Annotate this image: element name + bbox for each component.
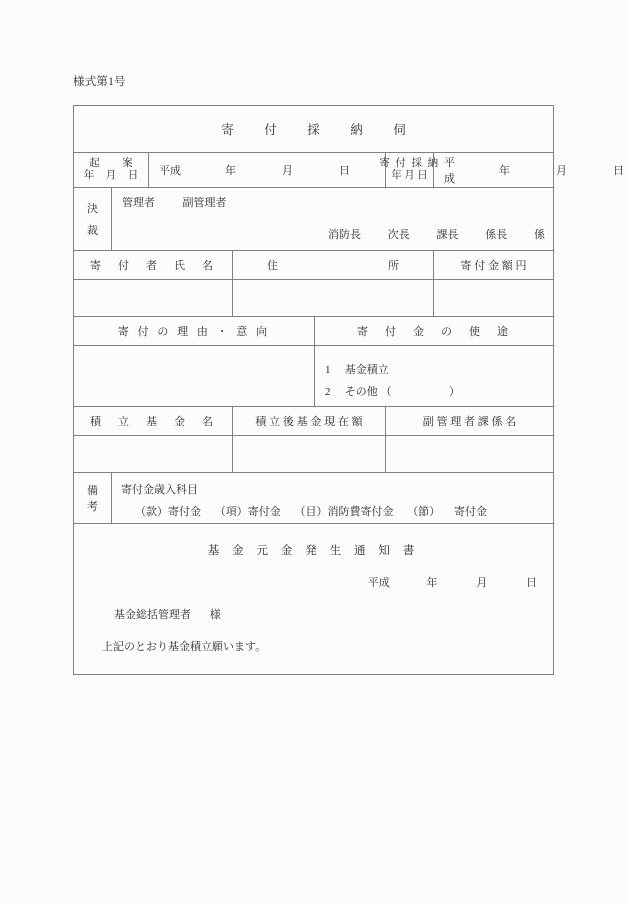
donor-header-row xyxy=(74,251,554,280)
deputy-manager-section-value[interactable] xyxy=(386,436,554,473)
drafting-date-day-unit: 日 xyxy=(339,165,350,177)
acceptance-date-label-cell xyxy=(379,153,440,188)
deputy-manager-section-header: 副 管 理 者 課 係 名 xyxy=(386,407,554,436)
donation-usage-options-cell[interactable] xyxy=(315,346,554,407)
acceptance-label-year: 年 xyxy=(391,170,402,181)
approval-role-section-chief: 課長 xyxy=(436,229,459,241)
notice-date-year-unit: 年 xyxy=(426,577,438,589)
approval-role-deputy-manager: 副管理者 xyxy=(182,197,227,209)
usage-option-1-number: 1 xyxy=(325,363,331,376)
notice-date-month-unit: 月 xyxy=(476,577,488,589)
drafting-date-value-cell[interactable] xyxy=(149,153,386,188)
remarks-line-2 xyxy=(121,502,553,523)
fund-name-value[interactable] xyxy=(74,436,233,473)
notice-row xyxy=(74,524,554,675)
usage-option-2[interactable] xyxy=(325,381,553,403)
notice-date-day-unit: 日 xyxy=(526,577,538,589)
donor-value-row xyxy=(74,280,554,317)
donor-address-header-left: 住 xyxy=(267,260,278,272)
donation-amount-value[interactable] xyxy=(434,280,554,317)
remarks-line-1: 寄付金歳入科目 xyxy=(121,484,198,497)
approval-role-staff: 係 xyxy=(534,229,546,241)
budget-code-moku: （目）消防費寄付金 xyxy=(294,505,394,518)
notice-honorific: 様 xyxy=(209,609,221,621)
donation-amount-header: 寄 付 金 額 円 xyxy=(434,251,554,280)
fund-balance-after-value[interactable] xyxy=(233,436,386,473)
fund-header-row xyxy=(74,407,554,436)
donor-address-header-right: 所 xyxy=(388,260,399,272)
approval-role-deputy-chief: 次長 xyxy=(387,229,410,241)
remarks-row xyxy=(74,473,554,524)
donation-acceptance-form-table xyxy=(73,105,624,675)
acceptance-date-value-cell[interactable] xyxy=(434,153,624,188)
approval-row xyxy=(74,188,554,251)
donation-reason-header: 寄 付 の 理 由 ・ 意 向 xyxy=(74,317,315,346)
usage-option-2-paren-close: ） xyxy=(449,385,460,398)
drafting-label-month: 月 xyxy=(105,170,117,181)
acceptance-date-day-unit: 日 xyxy=(613,165,624,177)
usage-option-2-label: その他 xyxy=(344,385,378,398)
usage-option-2-number: 2 xyxy=(325,385,331,398)
budget-code-setsu-value: 寄付金 xyxy=(454,505,487,518)
fund-balance-after-header: 積 立 後 基 金 現 在 額 xyxy=(233,407,386,436)
drafting-date-month-unit: 月 xyxy=(282,165,293,177)
remarks-label-char-2: 考 xyxy=(87,501,98,513)
remarks-body-cell[interactable] xyxy=(112,473,554,524)
remarks-label-char-1: 備 xyxy=(87,485,98,497)
purpose-value-row xyxy=(74,346,554,407)
approval-role-manager: 管理者 xyxy=(122,197,155,209)
donor-address-value[interactable] xyxy=(233,280,434,317)
donation-usage-header: 寄 付 金 の 使 途 xyxy=(315,317,554,346)
approval-signature-cell[interactable] xyxy=(112,188,554,251)
acceptance-date-era: 平成 xyxy=(444,157,455,185)
notice-date-era: 平成 xyxy=(367,577,390,589)
acceptance-label-month: 月 xyxy=(404,170,415,181)
fund-value-row xyxy=(74,436,554,473)
date-row xyxy=(74,153,554,188)
form-number-label: 様式第1号 xyxy=(73,76,126,88)
title-row xyxy=(74,106,554,153)
donor-name-header: 寄 付 者 氏 名 xyxy=(74,251,233,280)
budget-code-kan: （款）寄付金 xyxy=(135,505,201,518)
acceptance-date-month-unit: 月 xyxy=(556,165,567,177)
drafting-date-label-cell xyxy=(74,153,149,188)
usage-option-1[interactable] xyxy=(325,359,553,381)
approval-role-fire-chief: 消防長 xyxy=(328,229,362,241)
donation-reason-value[interactable] xyxy=(74,346,315,407)
notice-body-text: 上記のとおり基金積立願います。 xyxy=(102,641,267,653)
approval-label-char-1: 決 xyxy=(87,203,98,215)
form-title-cell xyxy=(74,106,554,153)
budget-code-setsu: （節） xyxy=(407,505,441,518)
form-title: 寄 付 採 納 伺 xyxy=(221,123,415,137)
purpose-header-row xyxy=(74,317,554,346)
donor-name-value[interactable] xyxy=(74,280,233,317)
notice-title: 基 金 元 金 発 生 通 知 書 xyxy=(207,545,420,557)
notice-addressee: 基金総括管理者 xyxy=(114,609,191,621)
acceptance-label-title: 寄 付 採 納 xyxy=(379,157,440,169)
usage-option-2-paren-open: （ xyxy=(380,385,392,398)
drafting-label-ki: 起 xyxy=(89,157,100,169)
budget-code-ko: （項）寄付金 xyxy=(214,505,281,518)
approval-label-cell xyxy=(74,188,112,251)
approval-role-subsection-chief: 係長 xyxy=(485,229,508,241)
usage-option-1-label: 基金積立 xyxy=(344,363,389,376)
drafting-label-day: 日 xyxy=(127,170,139,181)
fund-name-header: 積 立 基 金 名 xyxy=(74,407,233,436)
acceptance-label-day: 日 xyxy=(417,170,428,181)
remarks-label-cell xyxy=(74,473,112,524)
drafting-date-era: 平成 xyxy=(159,165,181,177)
notice-date[interactable] xyxy=(74,558,553,590)
notice-addressee-line xyxy=(74,590,553,622)
drafting-label-year: 年 xyxy=(83,170,95,181)
donor-address-header xyxy=(233,251,434,280)
acceptance-date-year-unit: 年 xyxy=(499,165,510,177)
drafting-date-year-unit: 年 xyxy=(225,165,236,177)
notice-cell xyxy=(74,524,554,675)
approval-label-char-2: 裁 xyxy=(87,225,98,237)
drafting-label-an: 案 xyxy=(122,157,133,169)
